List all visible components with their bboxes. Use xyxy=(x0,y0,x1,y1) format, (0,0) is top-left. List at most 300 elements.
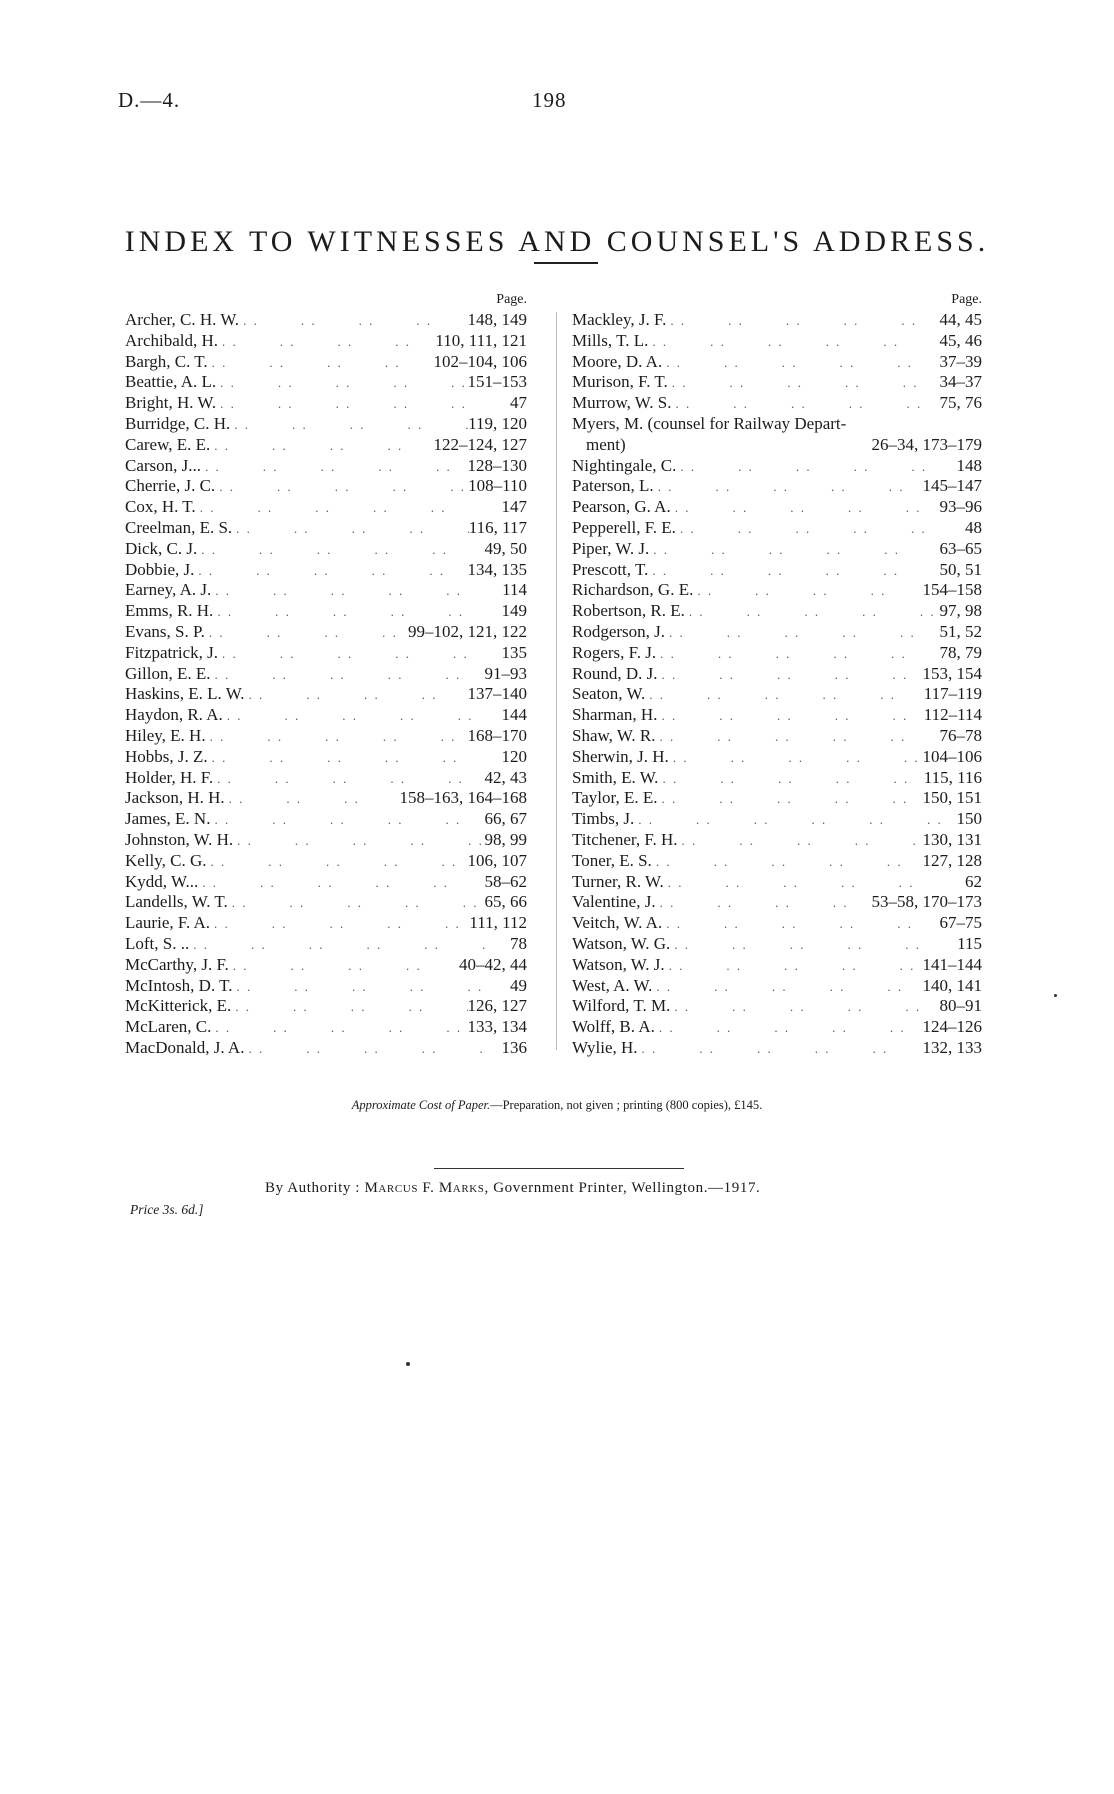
witness-name: Haskins, E. L. W. xyxy=(125,684,245,704)
index-entry xyxy=(572,393,982,414)
page-references: 127, 128 xyxy=(922,850,982,870)
leader-dots xyxy=(657,706,923,727)
index-entry xyxy=(572,497,982,518)
leader-dots xyxy=(676,457,942,478)
leader-dots xyxy=(655,727,939,748)
index-entry xyxy=(572,372,982,393)
leader-dots xyxy=(239,311,467,332)
leader-dots xyxy=(206,727,468,748)
witness-name: Prescott, T. xyxy=(572,559,649,579)
print-speck xyxy=(406,1362,410,1366)
leader-dots xyxy=(656,644,939,665)
witness-name: Paterson, L. xyxy=(572,476,654,496)
witness-name: Bargh, C. T. xyxy=(125,351,208,371)
witness-name: Hobbs, J. Z. xyxy=(125,746,208,766)
index-entry xyxy=(125,934,555,955)
leader-dots xyxy=(231,997,467,1018)
witness-name: Seaton, W. xyxy=(572,684,646,704)
leader-dots xyxy=(666,311,939,332)
witness-name: Rodgerson, J. xyxy=(572,621,666,641)
page-references: 145–147 xyxy=(922,476,982,496)
witness-name: Dick, C. J. xyxy=(125,538,198,558)
witness-name: Nightingale, C. xyxy=(572,455,677,475)
index-entry xyxy=(125,476,555,497)
index-entry xyxy=(572,830,982,851)
page-references: 134, 135 xyxy=(467,559,527,579)
leader-dots xyxy=(198,873,484,894)
witness-name: Evans, S. P. xyxy=(125,621,205,641)
witness-name: Fitzpatrick, J. xyxy=(125,642,219,662)
index-entry xyxy=(572,310,982,331)
page-references: 111, 112 xyxy=(469,913,527,933)
leader-dots xyxy=(225,789,400,810)
leader-dots xyxy=(648,332,939,353)
witness-name: Pepperell, F. E. xyxy=(572,517,676,537)
index-entry xyxy=(572,1017,982,1038)
leader-dots xyxy=(664,873,942,894)
witness-name: Landells, W. T. xyxy=(125,892,228,912)
index-entry xyxy=(125,352,555,373)
page-label: Page. xyxy=(496,292,527,307)
page-references: 98, 99 xyxy=(484,829,527,849)
witness-name: Pearson, G. A. xyxy=(572,497,671,517)
index-entry xyxy=(125,664,555,685)
price-note: Price 3s. 6d.] xyxy=(130,1202,204,1217)
index-entry xyxy=(572,976,982,997)
index-entry xyxy=(572,643,982,664)
page-references: 66, 67 xyxy=(484,809,527,829)
page-references: 148, 149 xyxy=(467,310,527,329)
leader-dots xyxy=(208,748,487,769)
leader-dots xyxy=(205,623,408,644)
page-references: 80–91 xyxy=(939,996,982,1016)
leader-dots xyxy=(223,706,487,727)
page-references: 130, 131 xyxy=(922,829,982,849)
index-entry xyxy=(125,955,555,976)
page-references: 158–163, 164–168 xyxy=(399,788,527,808)
index-entry xyxy=(572,601,982,622)
witness-name: Murrow, W. S. xyxy=(572,393,672,413)
page-references: 102–104, 106 xyxy=(433,351,527,371)
leader-dots xyxy=(634,810,942,831)
index-entry xyxy=(125,976,555,997)
leader-dots xyxy=(670,935,942,956)
page-references: 63–65 xyxy=(939,538,982,558)
witness-name: Bright, H. W. xyxy=(125,393,217,413)
index-entry xyxy=(572,955,982,976)
index-entry xyxy=(572,788,982,809)
witness-name: Piper, W. J. xyxy=(572,538,650,558)
index-entry xyxy=(572,456,982,477)
index-entry xyxy=(125,747,555,768)
leader-dots xyxy=(656,893,872,914)
index-entry xyxy=(125,1038,555,1059)
index-entry xyxy=(125,601,555,622)
page-references: 91–93 xyxy=(484,663,527,683)
page-label: Page. xyxy=(951,292,982,307)
page-references: 115 xyxy=(957,933,982,953)
leader-dots xyxy=(652,852,923,873)
witness-name: Mackley, J. F. xyxy=(572,310,667,329)
leader-dots xyxy=(655,1018,923,1039)
page-references: 42, 43 xyxy=(484,767,527,787)
page-references: 37–39 xyxy=(939,351,982,371)
witness-name: Rogers, F. J. xyxy=(572,642,657,662)
page-references: 49 xyxy=(510,975,527,995)
index-entry xyxy=(125,684,555,705)
witness-name: Turner, R. W. xyxy=(572,871,664,891)
witness-name: Sherwin, J. H. xyxy=(572,746,669,766)
page-number: 198 xyxy=(532,88,567,112)
witness-name: Mills, T. L. xyxy=(572,330,649,350)
page-references: 44, 45 xyxy=(939,310,982,329)
witness-name: Wolff, B. A. xyxy=(572,1017,655,1037)
witness-name: Taylor, E. E. xyxy=(572,788,658,808)
witness-name: McIntosh, D. T. xyxy=(125,975,233,995)
witness-name: Kydd, W... xyxy=(125,871,199,891)
leader-dots xyxy=(218,644,487,665)
leader-dots xyxy=(665,956,923,977)
leader-dots xyxy=(207,852,468,873)
page-references: 34–37 xyxy=(939,372,982,392)
index-entry xyxy=(572,872,982,893)
page-references: 147 xyxy=(501,497,527,517)
index-entry xyxy=(572,934,982,955)
witness-name: Johnston, W. H. xyxy=(125,829,234,849)
index-entry xyxy=(125,393,555,414)
page-references: 114 xyxy=(502,580,527,600)
leader-dots xyxy=(211,1018,467,1039)
page-references: 115, 116 xyxy=(923,767,982,787)
witness-name: Gillon, E. E. xyxy=(125,663,211,683)
index-right-column xyxy=(572,290,982,1059)
leader-dots xyxy=(196,498,487,519)
page-references: 62 xyxy=(965,871,982,891)
header-reference: D.—4. xyxy=(118,88,181,112)
index-entry xyxy=(572,768,982,789)
witness-name: Murison, F. T. xyxy=(572,372,668,392)
witness-name: Haydon, R. A. xyxy=(125,705,223,725)
index-entry xyxy=(572,580,982,601)
index-entry xyxy=(572,996,982,1017)
index-entry xyxy=(125,851,555,872)
index-entry xyxy=(125,1017,555,1038)
page-references: 78 xyxy=(510,933,527,953)
index-entry xyxy=(572,892,982,913)
leader-dots xyxy=(670,997,939,1018)
index-entry xyxy=(125,435,555,456)
page-references: 45, 46 xyxy=(939,330,982,350)
index-entry xyxy=(572,539,982,560)
leader-dots xyxy=(658,769,923,790)
index-entry xyxy=(125,456,555,477)
page-column-heading xyxy=(125,290,555,310)
leader-dots xyxy=(677,831,922,852)
page-references: 97, 98 xyxy=(939,601,982,621)
page-references: 26–34, 173–179 xyxy=(871,434,982,454)
leader-dots xyxy=(232,519,469,540)
leader-dots xyxy=(210,665,484,686)
witness-name: Earney, A. J. xyxy=(125,580,212,600)
index-entry xyxy=(572,726,982,747)
witness-name: Cox, H. T. xyxy=(125,497,196,517)
authority-suffix: Government Printer, Wellington.—1917. xyxy=(493,1180,761,1196)
index-entry xyxy=(572,913,982,934)
witness-name: Kelly, C. G. xyxy=(125,850,207,870)
leader-dots xyxy=(672,394,940,415)
leader-dots xyxy=(210,810,484,831)
index-entry xyxy=(572,331,982,352)
index-entry xyxy=(572,622,982,643)
index-entry xyxy=(125,580,555,601)
witness-name: McLaren, C. xyxy=(125,1017,212,1037)
leader-dots xyxy=(652,977,922,998)
witness-name: Burridge, C. H. xyxy=(125,413,231,433)
page-references: 76–78 xyxy=(939,725,982,745)
witness-name: Archer, C. H. W. xyxy=(125,310,240,329)
page-references: 75, 76 xyxy=(939,393,982,413)
leader-dots xyxy=(665,623,939,644)
witness-name: Beattie, A. L. xyxy=(125,372,217,392)
page-references: 132, 133 xyxy=(922,1037,982,1057)
witness-name: Smith, E. W. xyxy=(572,767,659,787)
page-references: 124–126 xyxy=(922,1017,982,1037)
page-references: 120 xyxy=(501,746,527,766)
page-references: 51, 52 xyxy=(939,621,982,641)
leader-dots xyxy=(244,685,467,706)
index-entry xyxy=(125,310,555,331)
page-references: 137–140 xyxy=(467,684,527,704)
index-entry xyxy=(125,643,555,664)
leader-dots xyxy=(201,457,467,478)
witness-name: Sharman, H. xyxy=(572,705,658,725)
cost-note xyxy=(0,1098,1114,1113)
leader-dots xyxy=(230,415,468,436)
index-entry xyxy=(572,664,982,685)
leader-dots xyxy=(233,977,487,998)
witness-name: Toner, E. S. xyxy=(572,850,652,870)
page-references: 106, 107 xyxy=(467,850,527,870)
index-entry xyxy=(572,747,982,768)
witness-name: Wilford, T. M. xyxy=(572,996,671,1016)
print-speck xyxy=(1054,994,1057,997)
index-entry xyxy=(125,768,555,789)
witness-name: James, E. N. xyxy=(125,809,211,829)
leader-dots xyxy=(669,748,923,769)
page-references: 108–110 xyxy=(468,476,527,496)
leader-dots xyxy=(648,561,939,582)
leader-dots xyxy=(208,353,434,374)
index-entry xyxy=(572,1038,982,1059)
leader-dots xyxy=(197,540,484,561)
index-entry xyxy=(125,497,555,518)
page-references: 128–130 xyxy=(467,455,527,475)
witness-name: McKitterick, E. xyxy=(125,996,232,1016)
page-references: 53–58, 170–173 xyxy=(871,892,982,912)
witness-name: Veitch, W. A. xyxy=(572,913,663,933)
authority-prefix: By Authority : xyxy=(265,1180,361,1196)
leader-dots xyxy=(662,914,939,935)
page-references: 136 xyxy=(501,1037,527,1057)
index-left-column xyxy=(125,290,555,1059)
leader-dots xyxy=(668,373,940,394)
page-column-heading xyxy=(572,290,982,310)
index-entry xyxy=(125,372,555,393)
index-entry xyxy=(125,560,555,581)
leader-dots xyxy=(228,893,485,914)
witness-name: Wylie, H. xyxy=(572,1037,638,1057)
witness-name: Shaw, W. R. xyxy=(572,725,656,745)
page-references: 93–96 xyxy=(939,497,982,517)
page-references: 154–158 xyxy=(922,580,982,600)
leader-dots xyxy=(213,602,487,623)
index-entry xyxy=(572,705,982,726)
leader-dots xyxy=(654,477,923,498)
page-references: 99–102, 121, 122 xyxy=(408,621,527,641)
leader-dots xyxy=(649,540,939,561)
witness-name: Cherrie, J. C. xyxy=(125,476,216,496)
page-references: 48 xyxy=(965,517,982,537)
index-entry xyxy=(125,913,555,934)
index-entry xyxy=(572,518,982,539)
index-entry xyxy=(572,352,982,373)
leader-dots xyxy=(216,373,467,394)
index-entry xyxy=(125,622,555,643)
page-references: 104–106 xyxy=(922,746,982,766)
leader-dots xyxy=(662,353,939,374)
page-references: 140, 141 xyxy=(922,975,982,995)
title-rule xyxy=(534,262,598,264)
index-entry xyxy=(125,705,555,726)
index-entry xyxy=(572,560,982,581)
index-entry xyxy=(125,830,555,851)
witness-name: Loft, S. .. xyxy=(125,933,190,953)
leader-dots xyxy=(210,436,433,457)
page-references: 149 xyxy=(501,601,527,621)
witness-name: Holder, H. F. xyxy=(125,767,214,787)
index-entry xyxy=(125,414,555,435)
page-references: 65, 66 xyxy=(484,892,527,912)
leader-dots xyxy=(215,477,468,498)
witness-name: Moore, D. A. xyxy=(572,351,663,371)
leader-dots xyxy=(218,332,435,353)
page-references: 112–114 xyxy=(923,705,982,725)
leader-dots xyxy=(657,789,922,810)
page-references: 150, 151 xyxy=(922,788,982,808)
witness-name: Dobbie, J. xyxy=(125,559,195,579)
page-references: 49, 50 xyxy=(484,538,527,558)
index-entry xyxy=(572,851,982,872)
witness-name: Carson, J... xyxy=(125,455,202,475)
authority-line xyxy=(265,1180,760,1197)
leader-dots xyxy=(233,831,484,852)
column-divider xyxy=(556,312,557,1050)
witness-name: Robertson, R. E. xyxy=(572,601,685,621)
page-references: 135 xyxy=(501,642,527,662)
witness-name: Watson, W. G. xyxy=(572,933,671,953)
index-entry xyxy=(125,518,555,539)
witness-name: Creelman, E. S. xyxy=(125,517,233,537)
page-references: 126, 127 xyxy=(467,996,527,1016)
index-entry xyxy=(125,788,555,809)
witness-name: Myers, M. (counsel for Railway Depart- xyxy=(572,413,847,433)
leader-dots xyxy=(693,581,922,602)
index-entry xyxy=(125,539,555,560)
witness-name: Jackson, H. H. xyxy=(125,788,225,808)
page-references: 144 xyxy=(501,705,527,725)
witness-name: Valentine, J. xyxy=(572,892,656,912)
page-references: 116, 117 xyxy=(468,517,527,537)
witness-name: Hiley, E. H. xyxy=(125,725,206,745)
leader-dots xyxy=(671,498,940,519)
index-entry xyxy=(125,996,555,1017)
witness-name: Archibald, H. xyxy=(125,330,219,350)
page-references: 117–119 xyxy=(923,684,982,704)
page-references: 148 xyxy=(956,455,982,475)
page-references: 50, 51 xyxy=(939,559,982,579)
page-references: 151–153 xyxy=(467,372,527,392)
page-references: 119, 120 xyxy=(468,413,527,433)
witness-name: Timbs, J. xyxy=(572,809,635,829)
witness-name: West, A. W. xyxy=(572,975,653,995)
witness-name: Richardson, G. E. xyxy=(572,580,694,600)
index-entry xyxy=(572,414,982,456)
leader-dots xyxy=(213,769,484,790)
index-entry xyxy=(125,809,555,830)
leader-dots xyxy=(645,685,924,706)
leader-dots xyxy=(244,1039,487,1060)
page-title: INDEX TO WITNESSES AND COUNSEL'S ADDRESS. xyxy=(124,225,990,259)
leader-dots xyxy=(657,665,922,686)
witness-name: Carew, E. E. xyxy=(125,434,211,454)
page-references: 141–144 xyxy=(922,954,982,974)
page-references: 122–124, 127 xyxy=(433,434,527,454)
footer-rule xyxy=(434,1168,684,1169)
witness-name-continuation: ment) xyxy=(586,434,626,454)
page-references: 67–75 xyxy=(939,913,982,933)
page-references: 58–62 xyxy=(484,871,527,891)
leader-dots xyxy=(638,1039,923,1060)
page-references: 110, 111, 121 xyxy=(435,330,527,350)
witness-name: Titchener, F. H. xyxy=(572,829,678,849)
witness-name: McCarthy, J. F. xyxy=(125,954,229,974)
leader-dots xyxy=(194,561,467,582)
witness-name: Emms, R. H. xyxy=(125,601,214,621)
index-entry xyxy=(572,476,982,497)
leader-dots xyxy=(229,956,459,977)
cost-label: Approximate Cost of Paper. xyxy=(351,1098,491,1112)
leader-dots xyxy=(189,935,487,956)
page-references: 47 xyxy=(510,393,527,413)
leader-dots xyxy=(685,602,940,623)
page-references: 133, 134 xyxy=(467,1017,527,1037)
leader-dots xyxy=(211,581,487,602)
page-references: 150 xyxy=(956,809,982,829)
page-references: 78, 79 xyxy=(939,642,982,662)
index-entry xyxy=(572,684,982,705)
index-entry xyxy=(125,892,555,913)
page-references: 153, 154 xyxy=(922,663,982,683)
printer-name: Marcus F. Marks, xyxy=(364,1180,489,1196)
page-references: 168–170 xyxy=(467,725,527,745)
index-entry xyxy=(125,331,555,352)
index-entry xyxy=(572,809,982,830)
leader-dots xyxy=(210,914,469,935)
cost-text: —Preparation, not given ; printing (800 copies), £145. xyxy=(490,1098,763,1112)
witness-name: Laurie, F. A. xyxy=(125,913,211,933)
witness-name: MacDonald, J. A. xyxy=(125,1037,245,1057)
index-entry xyxy=(125,726,555,747)
